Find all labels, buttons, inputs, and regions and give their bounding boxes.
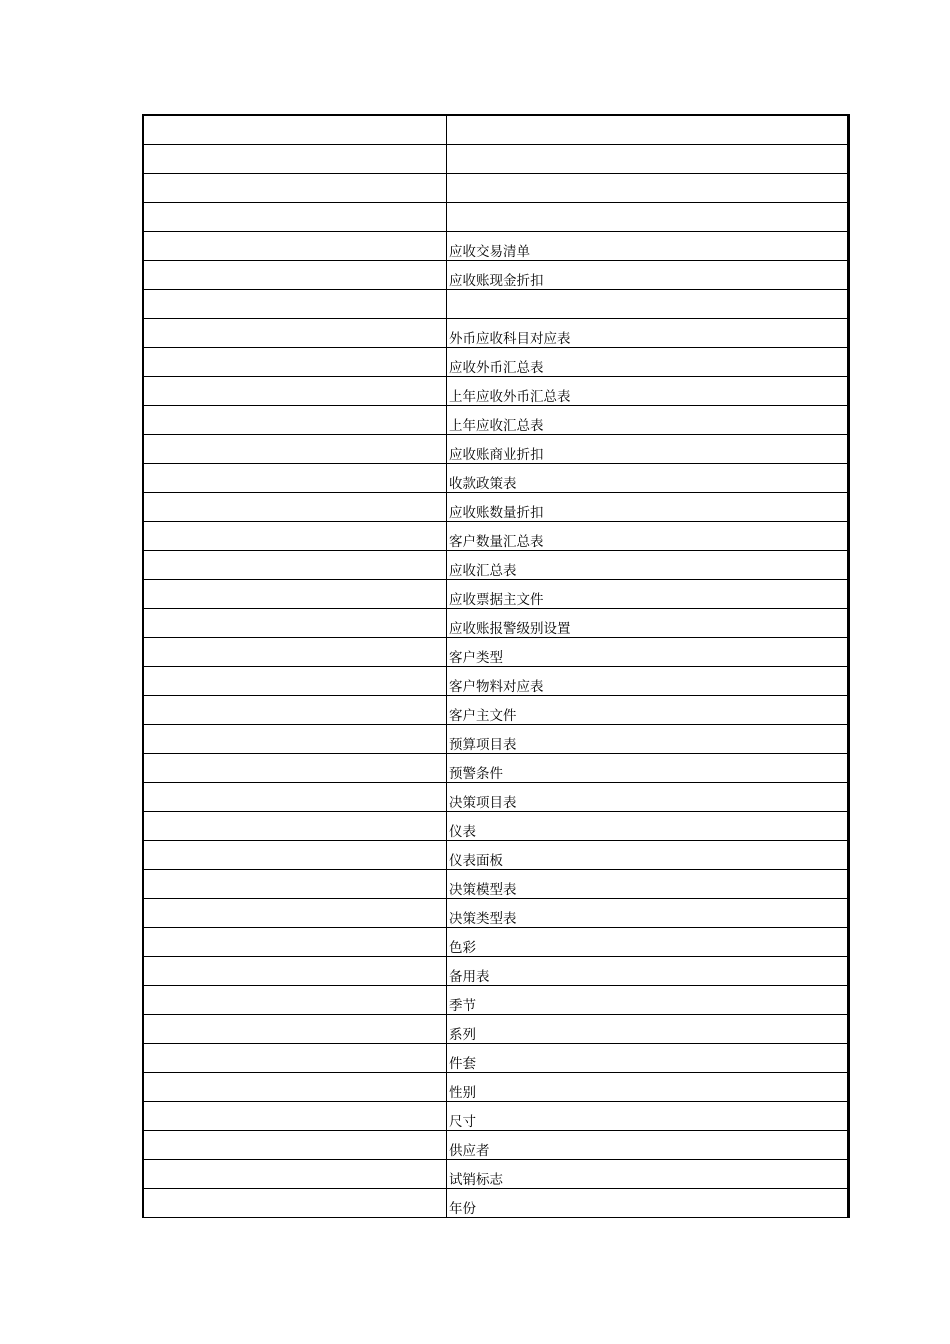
table-row (143, 754, 849, 783)
table-row (143, 319, 849, 348)
table-row (143, 986, 849, 1015)
table-row (143, 1073, 849, 1102)
table-cell-code (143, 899, 447, 928)
table-cell-code (143, 783, 447, 812)
table-cell-code (143, 203, 447, 232)
table-cell-name: 收款政策表 (447, 464, 849, 493)
table-cell-name: 预警条件 (447, 754, 849, 783)
table-cell-name: 尺寸 (447, 1102, 849, 1131)
table-row (143, 203, 849, 232)
table-cell-code (143, 435, 447, 464)
table-row (143, 928, 849, 957)
table-row (143, 493, 849, 522)
table-cell-name: 仪表面板 (447, 841, 849, 870)
table-cell-name: 决策项目表 (447, 783, 849, 812)
table-cell-code (143, 377, 447, 406)
table-cell-name: 应收账商业折扣 (447, 435, 849, 464)
table-cell-code (143, 609, 447, 638)
table-cell-name: 系列 (447, 1015, 849, 1044)
table-cell-code (143, 551, 447, 580)
table-row (143, 580, 849, 609)
table-row (143, 812, 849, 841)
table-cell-name (447, 174, 849, 203)
table-cell-code (143, 232, 447, 261)
table-cell-name: 上年应收外币汇总表 (447, 377, 849, 406)
table-cell-code (143, 696, 447, 725)
table-cell-code (143, 812, 447, 841)
table-cell-name: 年份 (447, 1189, 849, 1218)
table-row (143, 696, 849, 725)
table-row (143, 174, 849, 203)
table-cell-name: 应收账报警级别设置 (447, 609, 849, 638)
table-cell-code (143, 261, 447, 290)
table-cell-code (143, 174, 447, 203)
table-row (143, 348, 849, 377)
table-row (143, 1044, 849, 1073)
table-row (143, 290, 849, 319)
table-body (143, 115, 849, 1218)
table-cell-name: 季节 (447, 986, 849, 1015)
table-cell-name (447, 145, 849, 174)
table-cell-name (447, 203, 849, 232)
table-cell-code (143, 1189, 447, 1218)
table-cell-name: 备用表 (447, 957, 849, 986)
table-cell-name: 决策类型表 (447, 899, 849, 928)
table-row (143, 551, 849, 580)
table-row (143, 899, 849, 928)
table-cell-code (143, 406, 447, 435)
table-row (143, 957, 849, 986)
table-cell-code (143, 522, 447, 551)
table-cell-code (143, 1015, 447, 1044)
table-cell-name: 客户类型 (447, 638, 849, 667)
table-cell-code (143, 580, 447, 609)
table-row (143, 1160, 849, 1189)
table-row (143, 609, 849, 638)
table-row (143, 232, 849, 261)
table-cell-code (143, 986, 447, 1015)
table-row (143, 1102, 849, 1131)
table-cell-code (143, 841, 447, 870)
table-cell-name: 应收交易清单 (447, 232, 849, 261)
table-cell-name: 供应者 (447, 1131, 849, 1160)
table-cell-name: 上年应收汇总表 (447, 406, 849, 435)
table-cell-code (143, 928, 447, 957)
table-cell-code (143, 115, 447, 145)
table-cell-code (143, 870, 447, 899)
table-cell-name: 决策模型表 (447, 870, 849, 899)
table-cell-name: 应收账数量折扣 (447, 493, 849, 522)
table-cell-code (143, 290, 447, 319)
table-cell-code (143, 754, 447, 783)
table-cell-name: 预算项目表 (447, 725, 849, 754)
table-cell-name: 色彩 (447, 928, 849, 957)
table-cell-code (143, 319, 447, 348)
table-row (143, 115, 849, 145)
table-cell-code (143, 1073, 447, 1102)
table-row (143, 841, 849, 870)
table-row (143, 667, 849, 696)
table-cell-name: 客户数量汇总表 (447, 522, 849, 551)
table-row (143, 783, 849, 812)
table-cell-name: 客户物料对应表 (447, 667, 849, 696)
table-cell-code (143, 493, 447, 522)
table-row (143, 522, 849, 551)
table-cell-name (447, 290, 849, 319)
table-cell-code (143, 725, 447, 754)
table-cell-name: 外币应收科目对应表 (447, 319, 849, 348)
table-row (143, 464, 849, 493)
table-row (143, 638, 849, 667)
table-cell-name: 试销标志 (447, 1160, 849, 1189)
table-cell-code (143, 1131, 447, 1160)
table-cell-name: 应收账现金折扣 (447, 261, 849, 290)
table-row (143, 1131, 849, 1160)
table-row (143, 435, 849, 464)
table-cell-name: 客户主文件 (447, 696, 849, 725)
table-cell-name (447, 115, 849, 145)
table-cell-name: 仪表 (447, 812, 849, 841)
table-cell-code (143, 1102, 447, 1131)
table-cell-code (143, 464, 447, 493)
table-row (143, 145, 849, 174)
table-row (143, 1015, 849, 1044)
table-row (143, 406, 849, 435)
table-row (143, 725, 849, 754)
table-cell-code (143, 1160, 447, 1189)
table-cell-name: 件套 (447, 1044, 849, 1073)
data-table (142, 114, 850, 1218)
table-cell-name: 应收外币汇总表 (447, 348, 849, 377)
table-cell-code (143, 145, 447, 174)
table-row (143, 377, 849, 406)
table-row (143, 261, 849, 290)
table-cell-code (143, 957, 447, 986)
table-cell-name: 性别 (447, 1073, 849, 1102)
table-cell-code (143, 638, 447, 667)
table-cell-code (143, 667, 447, 696)
table-cell-code (143, 348, 447, 377)
table-row (143, 870, 849, 899)
table-cell-code (143, 1044, 447, 1073)
table-cell-name: 应收汇总表 (447, 551, 849, 580)
table-row (143, 1189, 849, 1218)
table-cell-name: 应收票据主文件 (447, 580, 849, 609)
